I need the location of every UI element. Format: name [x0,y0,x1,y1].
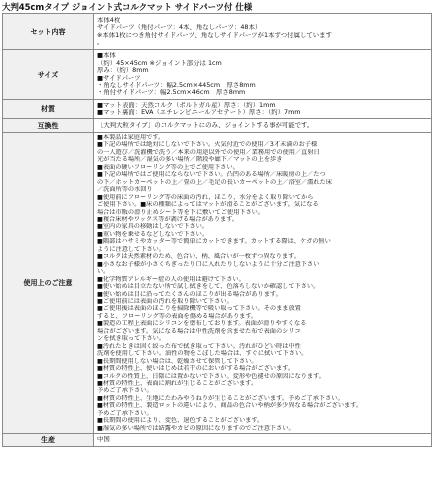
text-line: 。 [97,38,104,46]
text-line: ■製造の工程上表面にシリコンを塗布しております。表面が滑りやすくなる [97,320,307,328]
label-size: サイズ [3,50,94,100]
text-line: の下／ホットカーペットの上／畳の上／毛足の長いカーペットの上／浴室／濡れた床 [97,178,332,186]
text-line: サイドパーツ（角付パーツ：4本、角なしパーツ：48本） [97,24,262,32]
text-line: ■化学物質アレルギー症の人の使用は避けて下さい。 [97,275,245,283]
text-line: ■長期間の使用により、変色、退色することがございます。 [97,417,264,425]
text-line: ・角なしサイドパーツ：幅2.5cm×445cm 厚さ8mm [97,81,256,89]
text-line: ■マット裏面：EVA（エチレンビニールアセテート）厚さ：（約）7mm [97,109,301,116]
spec-table [2,13,432,447]
text-line: ・角付サイドパーツ：幅2.5cm×46cm 厚さ8mm [97,89,246,97]
label-usage-notes: 使用上のご注意 [3,133,94,434]
text-line: ■隅部はハサミやカッター等で簡単にカットできます。カットする際は、ケガの無い [97,238,331,246]
value-size [94,50,432,100]
text-line: ※本体1枚につき角付サイドパーツ、角なしサイドパーツが1本ずつ付属しています [97,31,332,39]
value-production [94,434,432,447]
row-production [3,434,432,447]
value-material [94,100,432,119]
text-line: ■マット表面：天然コルク（ポルトガル産）厚さ：（約）1mm [97,101,276,109]
text-line: ■ご使用前には表面の汚れを取り除いて下さい。 [97,297,233,305]
text-line: ンを拭き取って下さい。 [97,335,166,343]
page-title: 大判45cmタイプ ジョイント式コルクマット サイドパーツ付 仕様 [2,3,253,13]
text-line: 予めご了承下さい。 [97,387,153,395]
text-line: ■本製品は家庭用です。 [97,134,165,141]
text-line: い。 [97,268,110,276]
text-line: 予めご了承下さい。 [97,409,153,417]
text-line: （約）45×45cm ※ジョイント部分は 1cm [97,59,222,67]
text-line: 場合がございます。気になる場合は中性洗剤を含ませた布で表面のシリコ [97,327,301,335]
text-line: ■ご使用後は表面のほこりを掃除機等で吸い取って下さい。そのまま放置 [97,305,301,313]
text-line: ■使い始めは目に沿ってたくさんのほこりが出る場合があります。 [97,290,282,298]
text-line: ■湿気の多い場所では結露やカビの原因になりますのでご注意下さい。 [97,424,295,432]
text-line: ■材質の特性上、表面に割れが生じることがございます。 [97,379,258,387]
text-line: ■室内の家具の移動はしないで下さい。 [97,223,209,231]
text-line: ■下記の場所ではご使用にならないで下さい。凸凹のある場所／床暖房の上／たつ [97,171,326,179]
text-line: ■複合床材やワックス等が剥げる場合があります。 [97,215,239,223]
text-line: ［大判大粒タイプ］のコルクマットにのみ、ジョイントする事が可能です。 [97,121,314,129]
text-line: 中国 [97,436,110,444]
text-line: ■使用前にフローリング等の床面の汚れ、ほこり、水分をよく取り除いてから [97,193,314,201]
text-line: ■使い始めは目立たない所で試し拭きをして、色落ちしないか確認して下さい。 [97,283,320,291]
row-set-contents [3,14,432,50]
text-line: ■サイドパーツ [97,74,141,82]
text-line: ■材質の特性上、使いはじめは若干のにおいがする場合がございます。 [97,365,295,373]
text-line: ■コルクの性質上、日陰には置かないで下さい。変形や色褪せの原因になります。 [97,372,325,380]
label-set-contents: セット内容 [3,14,94,50]
text-line: ■汚れたときは固く絞った布で拭き取って下さい。汚れがひどい時は中性 [97,342,301,350]
row-compatibility [3,119,432,133]
text-line: すると、フローリング等の表面を傷める場合があります。 [97,312,258,320]
text-line: ■コルクは天然素材のため、色合い、柄、風合いが一枚ずつ異なります。 [97,253,300,261]
text-line: ■材質の特性上、生地にたわみやうねりが生じることがございます。予めご了承下さい。 [97,394,344,402]
text-line: ■下記の場所では絶対にしないで下さい。火気付近での使用／3才未満のお子様 [97,141,318,149]
label-material: 材質 [3,100,94,119]
text-line: の一人遊び／洗濯機で洗う／本来の用途以外での使用／業務用での使用／直射日 [97,148,320,156]
text-line: ／洗面所等の水回り [97,186,153,194]
text-line: ■表面の硬いフローリング等の上でご使用下さい。 [97,163,239,171]
text-line: ■本体 [97,52,116,60]
label-compatibility: 互換性 [3,119,94,133]
text-line: ■長期間使用しない場合は、乾燥させて保管して下さい。 [97,357,258,365]
value-compatibility [94,119,432,133]
text-line: ご使用下さい。■床の種類によってはマットが滑ることがございます。気になる [97,201,319,209]
value-usage-notes [94,133,432,434]
text-line: 厚み：（約）8mm [97,67,149,75]
label-production: 生産 [3,434,94,447]
text-line: ように注意して下さい。 [97,245,166,253]
text-line: ■材質の特性上、製造ロットの違いにより、商品の色合いや柄が多少異なる場合がございます。 [97,402,363,410]
text-line: 洗剤を使用して下さい。油性の物をこぼした場合は、すぐに拭いて下さい。 [97,350,308,358]
text-line: 光が当たる場所／湿気の多い場所／階段や廊下／マットの上を歩き [97,156,283,164]
value-set-contents [94,14,432,50]
row-material [3,100,432,119]
row-size [3,50,432,100]
text-line: ■小さなお子様が小さくちぎったり口に入れたりしないように十分ご注意下さい [97,260,320,268]
text-line: 場合は市販の滑り止めシート等を下に敷いてご使用下さい。 [97,208,265,216]
row-usage-notes [3,133,432,434]
text-line: ■重い物を乗せるなどしないで下さい。 [97,230,209,238]
text-line: 本体4枚 [97,16,121,24]
